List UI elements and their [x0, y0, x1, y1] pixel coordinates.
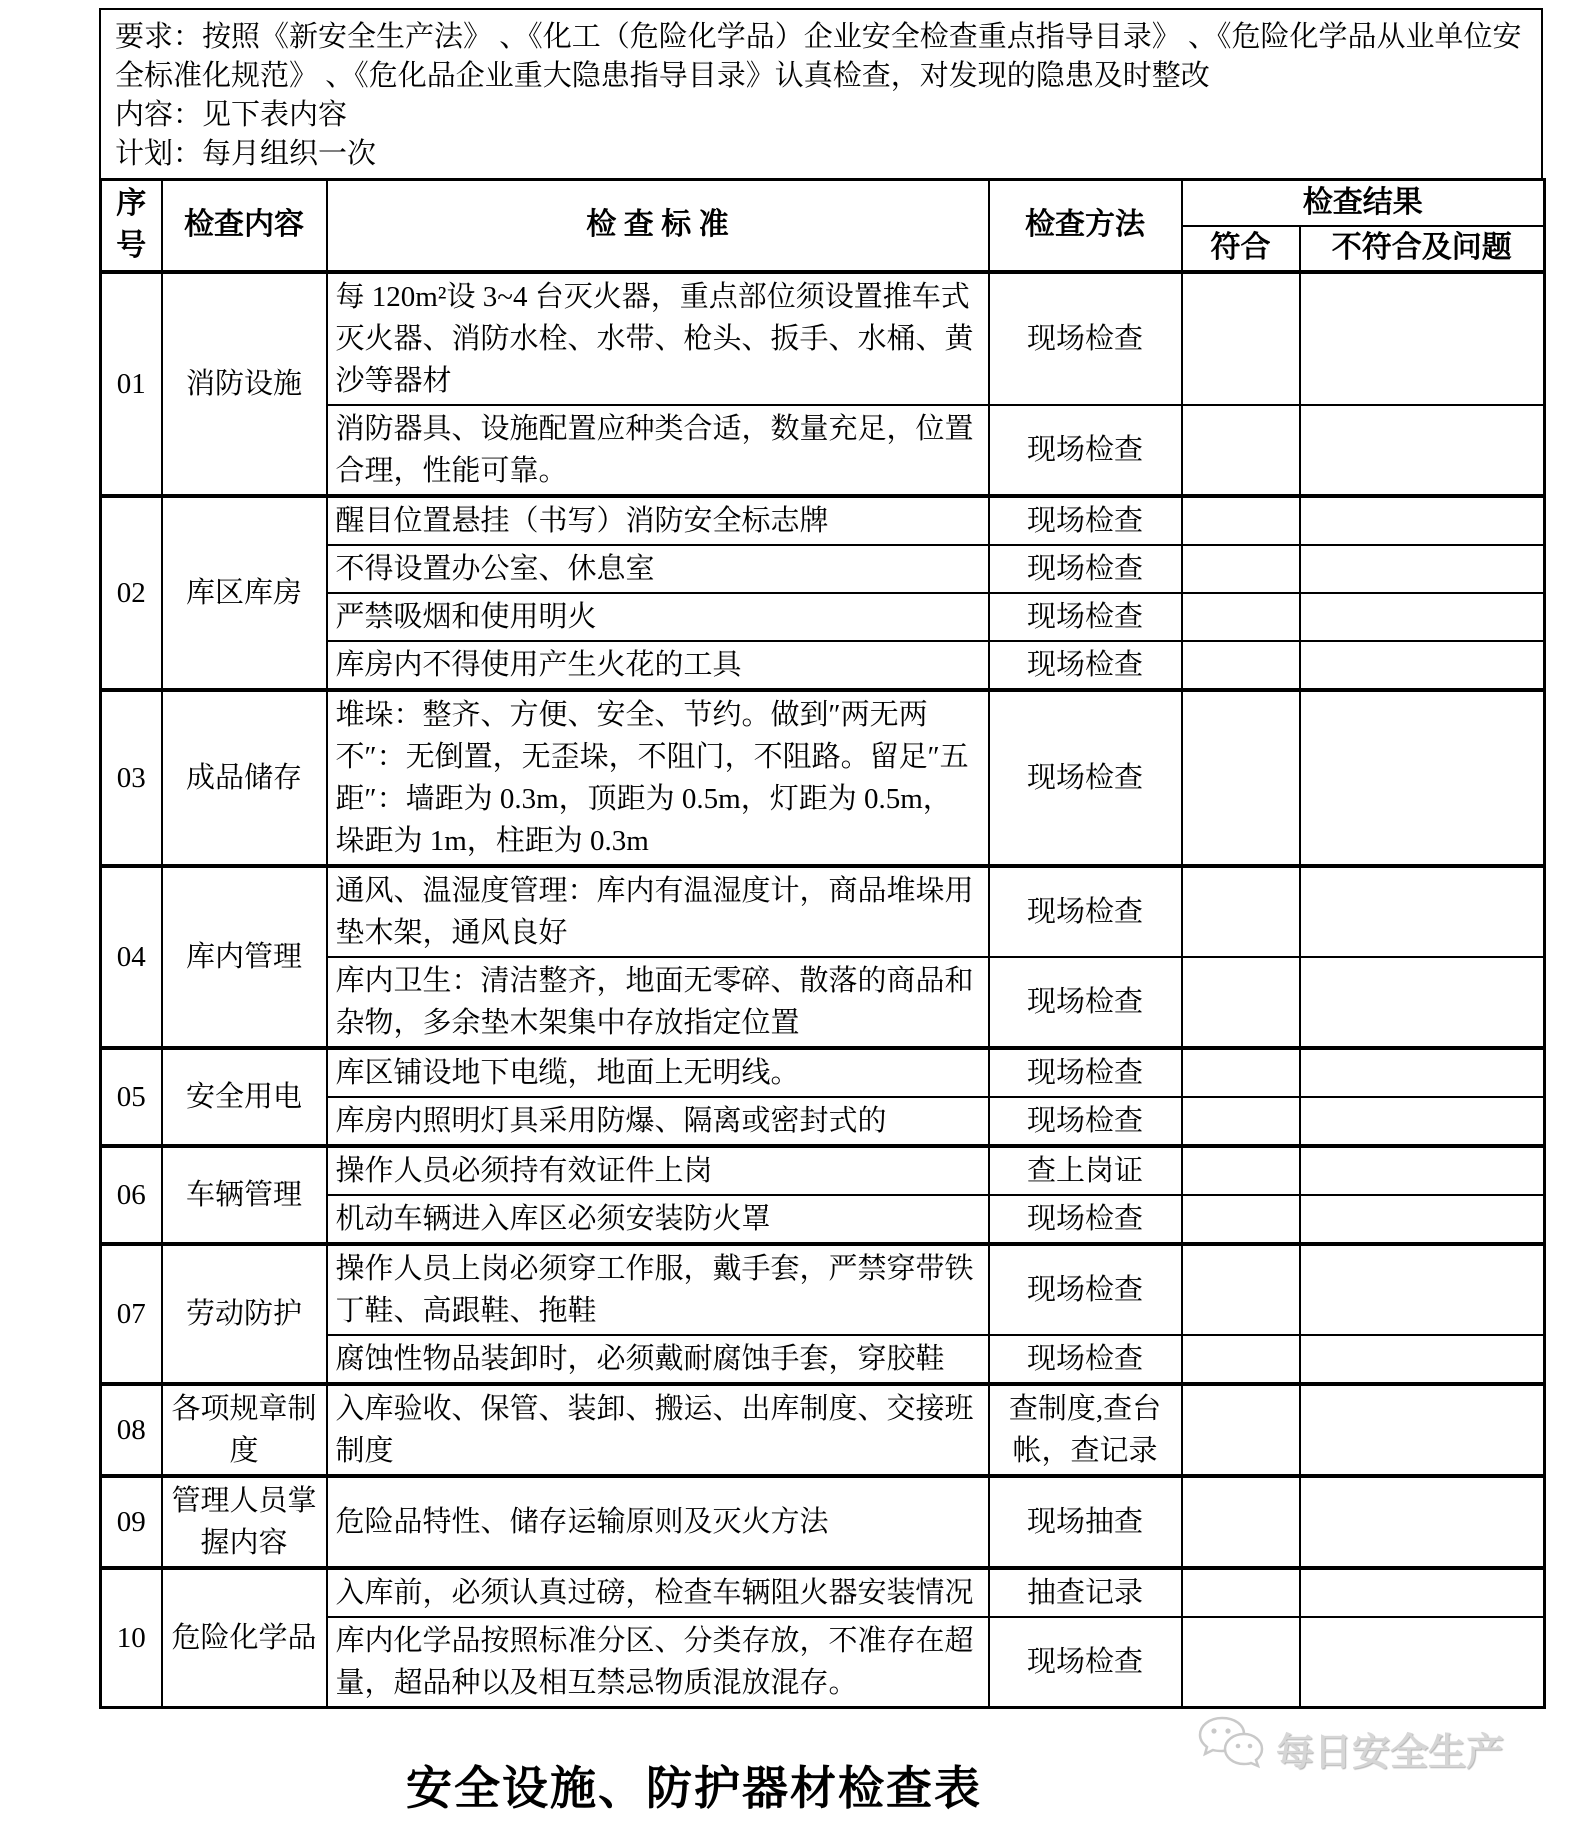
standard-cell: 每 120m²设 3~4 台灭火器，重点部位须设置推车式灭火器、消防水栓、水带、枪头、扳手、水桶、黄沙等器材 — [327, 272, 989, 405]
pass-cell — [1182, 1335, 1300, 1384]
preamble-plan: 计划：每月组织一次 — [115, 138, 377, 170]
pass-cell — [1182, 593, 1300, 641]
pass-cell — [1182, 1617, 1300, 1708]
fail-cell — [1300, 593, 1545, 641]
standard-cell: 操作人员上岗必须穿工作服，戴手套，严禁穿带铁丁鞋、高跟鞋、拖鞋 — [327, 1244, 989, 1335]
group-name-cell: 危险化学品 — [162, 1568, 327, 1708]
row-no-cell: 05 — [101, 1048, 162, 1146]
preamble-content: 内容：见下表内容 — [115, 99, 348, 131]
row-no-cell: 01 — [101, 272, 162, 496]
standard-cell: 危险品特性、储存运输原则及灭火方法 — [327, 1476, 989, 1568]
table-row — [101, 496, 1545, 545]
standard-cell: 操作人员必须持有效证件上岗 — [327, 1146, 989, 1195]
fail-cell — [1300, 1568, 1545, 1617]
group-name-cell: 成品储存 — [162, 690, 327, 866]
fail-cell — [1300, 957, 1545, 1048]
method-cell: 现场检查 — [989, 1335, 1182, 1384]
pass-cell — [1182, 1048, 1300, 1097]
method-cell: 现场检查 — [989, 1195, 1182, 1244]
fail-cell — [1300, 690, 1545, 866]
fail-cell — [1300, 1097, 1545, 1146]
fail-cell — [1300, 1476, 1545, 1568]
standard-cell: 消防器具、设施配置应种类合适，数量充足，位置合理，性能可靠。 — [327, 405, 989, 496]
table-row — [101, 1384, 1545, 1476]
method-cell: 现场抽查 — [989, 1476, 1182, 1568]
row-no-cell: 03 — [101, 690, 162, 866]
row-no-cell: 10 — [101, 1568, 162, 1708]
standard-cell: 库房内不得使用产生火花的工具 — [327, 641, 989, 690]
pass-cell — [1182, 641, 1300, 690]
method-cell: 查上岗证 — [989, 1146, 1182, 1195]
fail-cell — [1300, 866, 1545, 957]
pass-cell — [1182, 1097, 1300, 1146]
header-result: 检查结果 — [1182, 180, 1545, 226]
method-cell: 现场检查 — [989, 1048, 1182, 1097]
fail-cell — [1300, 1617, 1545, 1708]
inspection-table-body — [101, 272, 1545, 1708]
method-cell: 现场检查 — [989, 272, 1182, 405]
table-row — [101, 866, 1545, 957]
table-row — [101, 1568, 1545, 1617]
group-name-cell: 库内管理 — [162, 866, 327, 1048]
fail-cell — [1300, 496, 1545, 545]
row-no-cell: 09 — [101, 1476, 162, 1568]
table-row — [101, 1146, 1545, 1195]
fail-cell — [1300, 545, 1545, 593]
pass-cell — [1182, 1195, 1300, 1244]
standard-cell: 通风、温湿度管理：库内有温湿度计，商品堆垛用垫木架，通风良好 — [327, 866, 989, 957]
group-name-cell: 车辆管理 — [162, 1146, 327, 1244]
standard-cell: 库区铺设地下电缆，地面上无明线。 — [327, 1048, 989, 1097]
group-name-cell: 劳动防护 — [162, 1244, 327, 1384]
standard-cell: 机动车辆进入库区必须安装防火罩 — [327, 1195, 989, 1244]
fail-cell — [1300, 1048, 1545, 1097]
standard-cell: 不得设置办公室、休息室 — [327, 545, 989, 593]
fail-cell — [1300, 1146, 1545, 1195]
standard-cell: 库房内照明灯具采用防爆、隔离或密封式的 — [327, 1097, 989, 1146]
method-cell: 现场检查 — [989, 957, 1182, 1048]
standard-cell: 库内化学品按照标准分区、分类存放，不准存在超量，超品种以及相互禁忌物质混放混存。 — [327, 1617, 989, 1708]
method-cell: 现场检查 — [989, 1617, 1182, 1708]
pass-cell — [1182, 272, 1300, 405]
document-body — [99, 8, 1543, 1709]
standard-cell: 醒目位置悬挂（书写）消防安全标志牌 — [327, 496, 989, 545]
header-fail: 不符合及问题 — [1300, 226, 1545, 272]
group-name-cell: 安全用电 — [162, 1048, 327, 1146]
group-name-cell: 库区库房 — [162, 496, 327, 690]
page-title: 安全设施、防护器材检查表 — [406, 1763, 982, 1814]
inspection-table — [99, 178, 1546, 1709]
method-cell: 现场检查 — [989, 1097, 1182, 1146]
method-cell: 现场检查 — [989, 690, 1182, 866]
fail-cell — [1300, 641, 1545, 690]
watermark-text: 每日安全生产 — [1276, 1731, 1505, 1774]
fail-cell — [1300, 1195, 1545, 1244]
header-content: 检查内容 — [162, 180, 327, 272]
pass-cell — [1182, 1146, 1300, 1195]
header-pass: 符合 — [1182, 226, 1300, 272]
method-cell: 现场检查 — [989, 405, 1182, 496]
group-name-cell: 消防设施 — [162, 272, 327, 496]
row-no-cell: 06 — [101, 1146, 162, 1244]
pass-cell — [1182, 496, 1300, 545]
method-cell: 现场检查 — [989, 1244, 1182, 1335]
header-method: 检查方法 — [989, 180, 1182, 272]
pass-cell — [1182, 866, 1300, 957]
standard-cell: 腐蚀性物品装卸时，必须戴耐腐蚀手套，穿胶鞋 — [327, 1335, 989, 1384]
header-standard: 检 查 标 准 — [327, 180, 989, 272]
fail-cell — [1300, 1384, 1545, 1476]
standard-cell: 严禁吸烟和使用明火 — [327, 593, 989, 641]
row-no-cell: 02 — [101, 496, 162, 690]
table-row — [101, 1476, 1545, 1568]
standard-cell: 入库前，必须认真过磅，检查车辆阻火器安装情况 — [327, 1568, 989, 1617]
pass-cell — [1182, 545, 1300, 593]
pass-cell — [1182, 405, 1300, 496]
pass-cell — [1182, 1476, 1300, 1568]
pass-cell — [1182, 1384, 1300, 1476]
method-cell: 现场检查 — [989, 545, 1182, 593]
row-no-cell: 04 — [101, 866, 162, 1048]
row-no-cell: 07 — [101, 1244, 162, 1384]
group-name-cell: 管理人员掌握内容 — [162, 1476, 327, 1568]
pass-cell — [1182, 1244, 1300, 1335]
group-name-cell: 各项规章制度 — [162, 1384, 327, 1476]
table-row — [101, 1244, 1545, 1335]
fail-cell — [1300, 405, 1545, 496]
fail-cell — [1300, 1335, 1545, 1384]
standard-cell: 入库验收、保管、装卸、搬运、出库制度、交接班制度 — [327, 1384, 989, 1476]
pass-cell — [1182, 1568, 1300, 1617]
standard-cell: 堆垛：整齐、方便、安全、节约。做到″两无两不″：无倒置，无歪垛，不阻门，不阻路。留足″五距″：墙距为 0.3m，顶距为 0.5m，灯距为 0.5m，垛距为 1m，柱距为 0.3m — [327, 690, 989, 866]
preamble-block — [99, 8, 1543, 178]
standard-cell: 库内卫生：清洁整齐，地面无零碎、散落的商品和杂物，多余垫木架集中存放指定位置 — [327, 957, 989, 1048]
method-cell: 现场检查 — [989, 866, 1182, 957]
method-cell: 现场检查 — [989, 496, 1182, 545]
header-no: 序号 — [101, 180, 162, 272]
inspection-table-header — [101, 180, 1545, 272]
pass-cell — [1182, 690, 1300, 866]
method-cell: 现场检查 — [989, 641, 1182, 690]
preamble-requirement: 要求：按照《新安全生产法》 、《化工（危险化学品）企业安全检查重点指导目录》 、《危险化学品从业单位安全标准化规范》 、《危化品企业重大隐患指导目录》认真检查，对发现的隐患及时整改 — [115, 21, 1522, 92]
method-cell: 现场检查 — [989, 593, 1182, 641]
fail-cell — [1300, 1244, 1545, 1335]
table-row — [101, 1048, 1545, 1097]
row-no-cell: 08 — [101, 1384, 162, 1476]
method-cell: 查制度,查台帐，查记录 — [989, 1384, 1182, 1476]
table-row — [101, 690, 1545, 866]
table-row — [101, 272, 1545, 405]
method-cell: 抽查记录 — [989, 1568, 1182, 1617]
pass-cell — [1182, 957, 1300, 1048]
fail-cell — [1300, 272, 1545, 405]
